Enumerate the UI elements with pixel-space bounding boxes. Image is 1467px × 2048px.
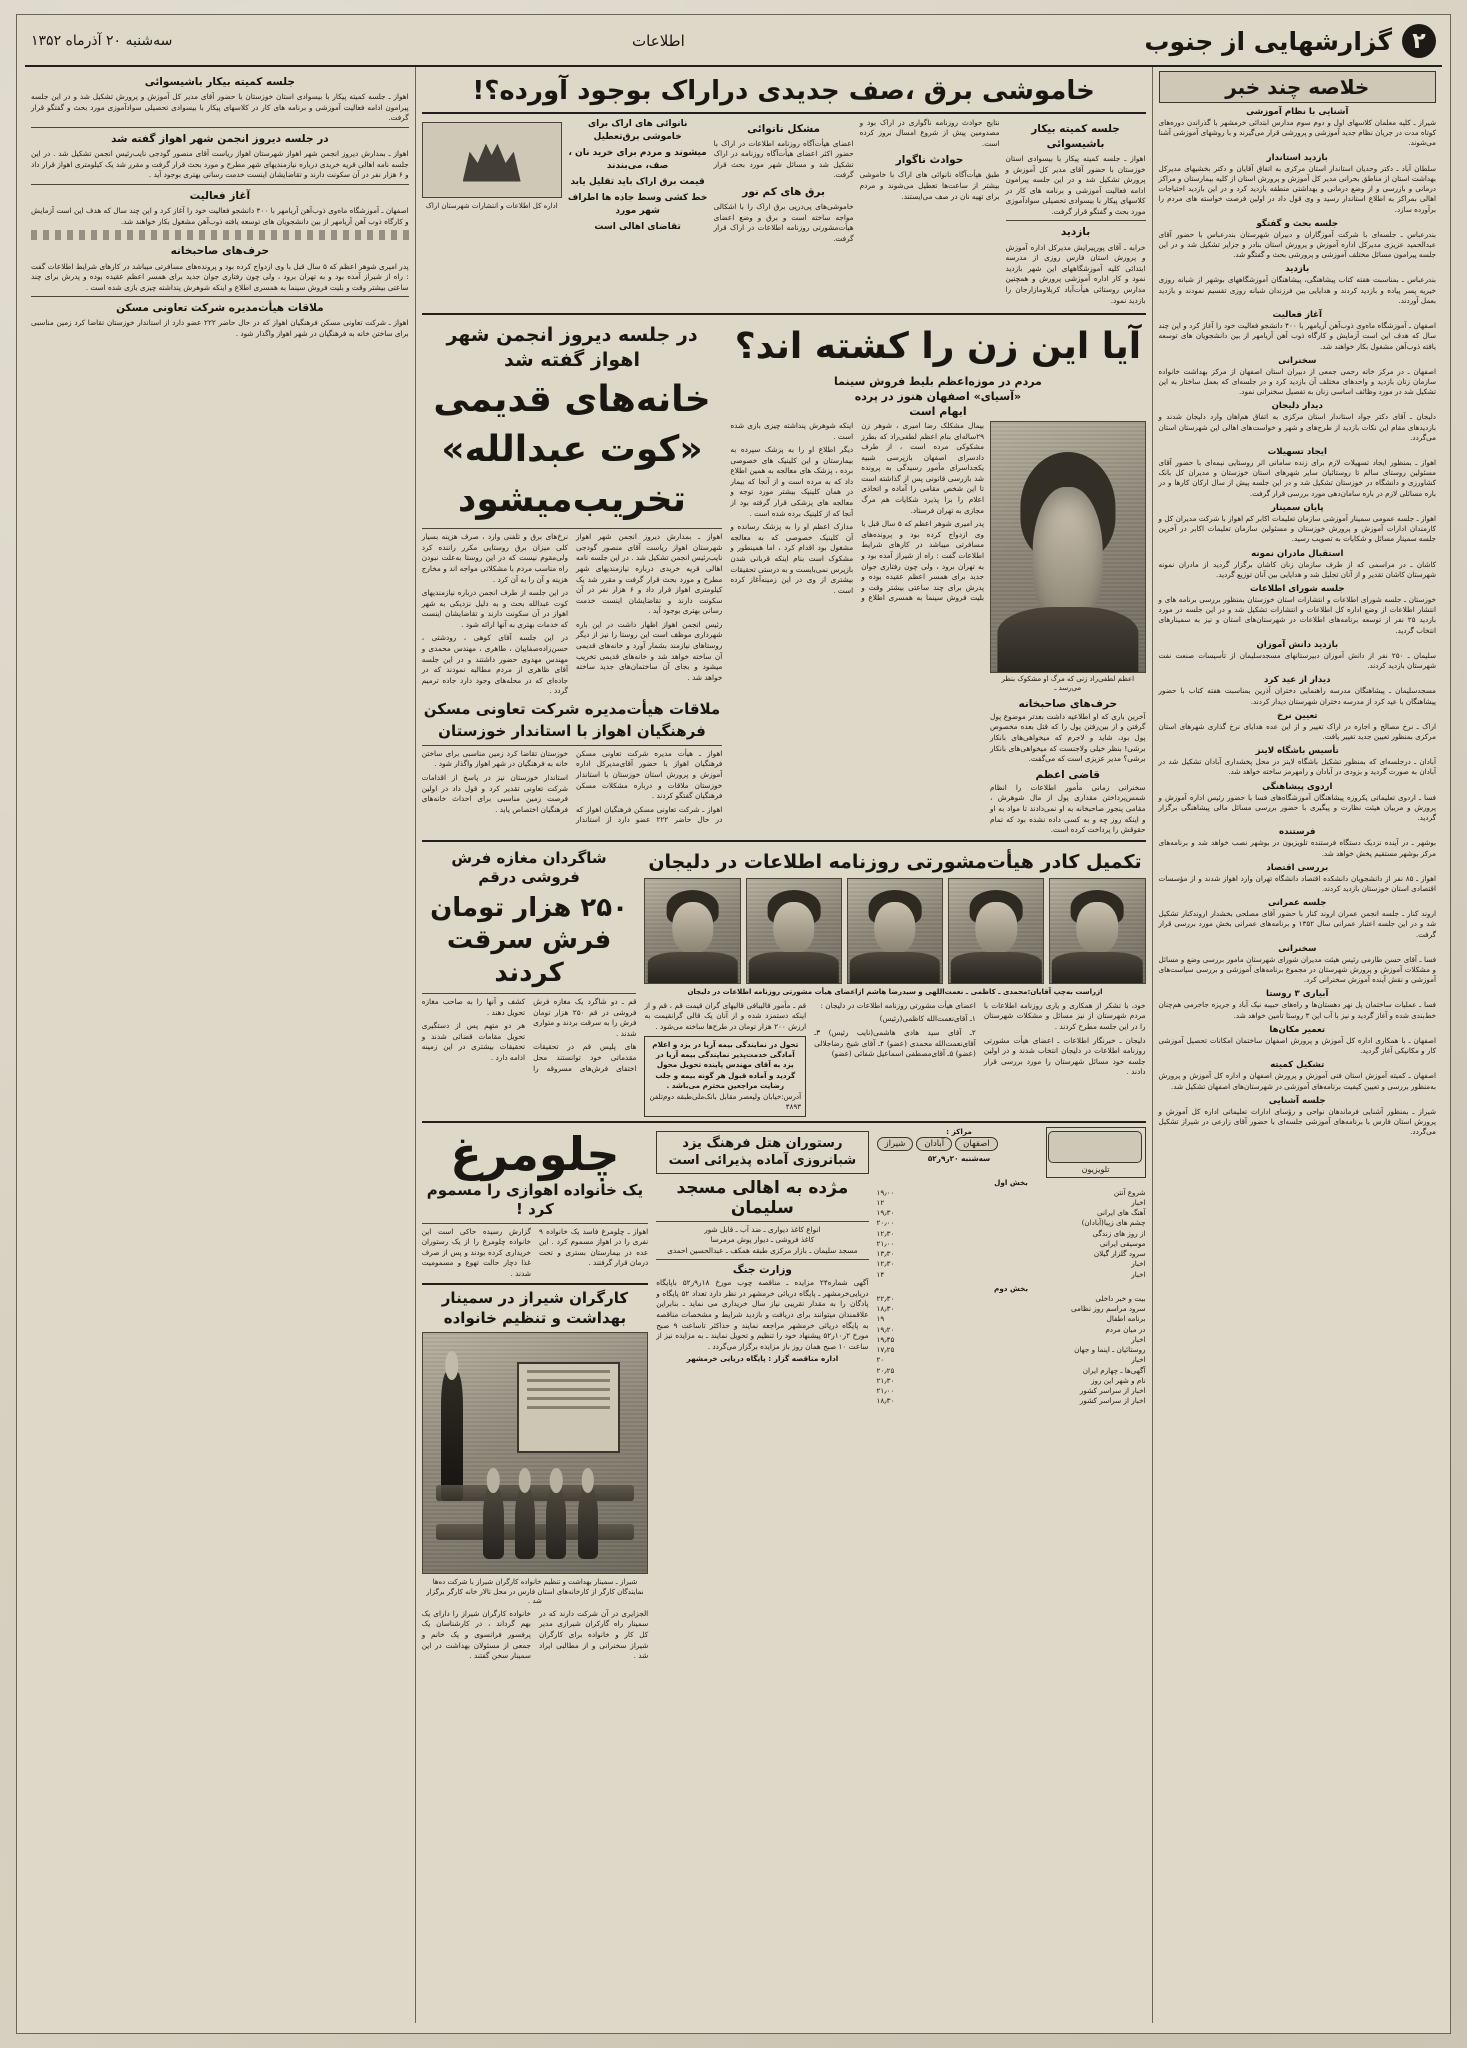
left-column: [25, 67, 415, 2023]
crime-sub-head-2: قاضی اعظم: [1035, 768, 1101, 781]
poison-story: [422, 1127, 649, 1665]
sched-desc: اخبار از سراسر کشور: [1079, 1396, 1146, 1406]
carpet-para-2: های پلیس قم در تحقیقات مقدماتی خود توانستند محل اختفای فرش‌های مسروقه را کشف و آنها را به صاحب مغازه تحویل دهند .: [421, 997, 637, 1073]
crime-sub-2: «آسیای» اصفهان هنوز در پرده: [854, 390, 1022, 403]
ads-column: [656, 1127, 868, 1665]
lead-story: [422, 118, 1146, 310]
digest-head: دیدار از عید کرد: [1264, 675, 1331, 686]
sched-time: ۲۲٫۳۰: [876, 1293, 895, 1303]
rule: [422, 313, 1146, 315]
lead-col-4-body: طبق هیأت‌آگاه نانوائی های اراک با خاموشی بیشتر از ساعت‌ها تعطیل می‌شوند و مردم برای تهیه نان در صف می‌ایستند.: [859, 170, 1000, 201]
section-title: گزارشهایی از جنوب: [1144, 26, 1392, 56]
council-right-text: [644, 1001, 806, 1117]
bimeh-ad-address: آدرس:خیابان ولیعصر مقابل بانک‌ملی‌طبقه دوم‌تلفن ۴۸۹۳: [649, 1091, 802, 1112]
sched-desc: موسیقی ایرانی: [1099, 1238, 1146, 1248]
bottom-block: [422, 1127, 1146, 1665]
sched-desc: روستائیان ـ اینما و جهان: [1074, 1345, 1146, 1355]
crime-para-3: دیگر اطلاع او را به پزشک سپرده به بیمارستان و این کلینیک های خصوصی برده ، پزشک های معالجه به همین اطلاع داد که به مرده است و از آنجا که بیمار در همان کلینیک بیشتر مورد توجه و معالجه های پزشکی قرار گرفته بود از آنجا که از کلینیک برده شده است .: [730, 445, 854, 518]
council-caption: ازراست به‌چپ آقایان:محمدی ـ کاظمی ـ نعمت‌اللهی و سیدرضا هاشم ازاعضای هیأت مشورتی روزنامه اطلاعات در دلیجان: [687, 988, 1103, 997]
carpet-kicker: شاگردان مغازه فرش فروشی درقم: [451, 848, 607, 887]
crime-sub-1: مردم در موزه‌اعظم بلیط فروش سینما: [833, 375, 1042, 388]
broadcast-header: [877, 1127, 1146, 1178]
mosque-ad-line-3: مسجد سلیمان ـ بازار مرکزی طبقه همکف ـ عبدالحسین احمدی: [667, 1245, 858, 1255]
sched-desc: چشم های زیبا(آبادان): [1081, 1218, 1146, 1228]
digest-body: اهواز ـ ۸۵ نفر از دانشجویان دانشکده اقتصاد دانشگاه تهران وارد اهواز شدند و از مؤسسات اقتصادی استان خوزستان بازدید کردند.: [1158, 873, 1436, 893]
digest-head: جلسه بحث و گفتگو: [1256, 218, 1339, 229]
digest-body: اصفهان ـ با همکاری اداره کل آموزش و پرورش اصفهان ساختمان امکانات تحصیل آموزشی کار و مکانیکی آغاز گردید.: [1158, 1035, 1436, 1056]
digest-body: فسا ـ اردوی تعلیماتی یکروزه پیشاهنگان آموزشگاه‌های فسا با حضور رئیس اداره آموزش و پرورش و مربیان هیئت نظارت و پیگیری با حضور بررسی مسائل مالی پیشاهنگی برگزار گردید.: [1158, 792, 1436, 823]
tender-footer: اداره مناقصه گزار : پایگاه دریایی خرمشهر: [686, 1354, 839, 1364]
sched-time: ۱۹٫۴۵: [876, 1334, 895, 1344]
second-block: [422, 319, 1146, 836]
sched-time: ۲۰٫۰۰: [876, 1218, 895, 1228]
page-number: ۲: [1402, 24, 1436, 58]
hotel-ad-line-2: شبانروزی آماده پذیرائی است: [668, 1152, 857, 1168]
left-item-head-5: ملاقات هیأت‌مدیره شرکت تعاونی مسکن: [116, 302, 324, 315]
digest-body: مسجدسلیمان ـ پیشاهنگان مدرسه راهنمایی دختران آذرین بمناسبت هفته کتاب با حضور پیشاهنگان با عید کرد از مدرسه دختران شهرستان دیدار کردند.: [1158, 686, 1436, 706]
houses-body: [422, 532, 723, 697]
digest-body: اهواز ـ بمنظور ایجاد تسهیلات لازم برای زنده سامانی اثر روستایی نیمه‌ای با حضور آقای مسئولین روستای سالم تا روستائیان سایر شهرهای استان خوزستان و مدیران کل بانک کشاورزی و دانشگاه در خوزستان تشکیل شد و در این جلسه پیش از سال ارکان کارها و در باره مسائلی لازم در باره سامان‌دهی مورد بررسی قرار گرفت.: [1158, 458, 1436, 498]
sched-desc: از روز های زندگی: [1092, 1228, 1146, 1238]
hotel-ad-line-1: رستوران هتل فرهنگ یزد: [682, 1135, 843, 1151]
digest-body: اصفهان ـ کمیته آموزش استان فنی آموزش و پرورش اصفهان و اداره کل آموزش و پرورش به‌منظور بررسی و تعیین کیفیت برنامه‌های آموزشی در شهرستان‌های اصفهان تشکیل شد.: [1158, 1071, 1436, 1091]
portrait-5: [644, 878, 740, 984]
victim-photo-caption: اعظم لطفی‌راد زنی که مرگ او مشکوک بنظر می‌رسد ـ: [1001, 675, 1135, 693]
sched-desc: اخبار: [1131, 1269, 1146, 1279]
lead-col-5-body: اعضای هیأت‌آگاه روزنامه اطلاعات در اراک با حضور اکثر اعضای هیأت‌آگاه روزنامه در اراک تشکیل شد و مسائل شهر مورد بحث قرار گرفت.: [713, 138, 854, 180]
digest-head: بازدید دانش آموزان: [1256, 639, 1339, 650]
crime-sub-body-2: سخنرانی زمانی مأمور اطلاعات را‌ انظام شمس‌پرداختن مقداری پول از مال شوهرش ، مقامی پنجور صاحبخانه به او نمی‌دادند تا مواد به او و اینکه روز چه و به کسی داده نشده بود که تمام حقوقش را پرداخت کرده است.: [990, 782, 1146, 835]
digest-item: [1159, 356, 1436, 398]
lead-col-3-body: نتایج حوادث روزنامه ناگواری در اراک بود و مصدومین پیش از شروع امسال بروز کرده است.: [859, 117, 1000, 148]
sched-desc: اخبار: [1131, 1198, 1146, 1208]
digest-body: شیراز ـ کلیه معلمان کلاسهای اول و دوم سوم مدارس ابتدائی خرمشهر با گذراندن دوره‌های کوتاه مدت در جریان نظام جدید آموزشی و پرورشی قرار می‌گیرند و با روشهای آموزشی آشنا می‌شوند.: [1158, 118, 1436, 148]
houses-headline-1: خانه‌های قدیمی: [433, 379, 711, 421]
digest-head: آغاز فعالیت: [1272, 310, 1323, 321]
mosque-ad-line-1: انواع کاغذ دیواری ـ ضد آب ـ قابل شور: [704, 1224, 821, 1234]
digest-item: [1159, 401, 1436, 443]
sched-desc: آهنگ های ایرانی: [1097, 1208, 1146, 1218]
sched-time: ۱۳٫۳۰: [876, 1249, 895, 1259]
council-list-0: اعضای هیأت مشورتی روزنامه اطلاعات در دلیجان :: [820, 1000, 976, 1010]
houses-story: [422, 319, 723, 836]
sched-time: ۲۱٫۰۰: [876, 1385, 895, 1395]
council-list: [814, 1001, 976, 1117]
digest-item: [1159, 1096, 1436, 1138]
rule: [422, 1121, 1146, 1123]
digest-head: جلسه عمرانی: [1268, 898, 1327, 909]
council-headline: تکمیل کادر هیأت‌مشورتی روزنامه اطلاعات در دلیجان: [648, 850, 1142, 873]
sched-time: ۱۹٫۳۰: [876, 1208, 895, 1218]
council-portraits: [644, 878, 1145, 984]
sched-time: ۱۸٫۳۰: [876, 1304, 895, 1314]
digest-item: [1159, 675, 1436, 706]
digest-item: [1159, 863, 1436, 894]
digest-body: بندرعباس ـ جلسه‌ای با شرکت آموزگاران و دبیران شهرستان بندرعباس با حضور آقای عبدالحمید عزیزی مدیرکل اداره آموزش و پرورش استان بنادر و جزایر تشکیل شد و در این جلسه پیرامون مسائل مختلف آموزشی و پرورشی بحث و گفتگو شد.: [1158, 229, 1436, 260]
council-right-1: قم ـ مأمور قالیبافی قالیهای گران‌ قیمت قم ، قم و از اینکه دستمزد شده و از آنان یک قالی گرانقیمت به ارزش ۲۰۰ هزار تومان در طرح‌ها ساخته می‌شود .: [644, 1000, 807, 1031]
org-logo: [422, 122, 562, 198]
houses-para-1: اهواز ـ بمدارش دیروز انجمن شهر اهواز شهرستان اهواز ریاست آقای منصور گودجی نایب‌رئیس انجمن تشکیل شد . در این جلسه نامه اهالی قریه خریدی درباره نیازمندیهای شهر مطرح و مورد بحث قرار گرفت و مقرر شد یک کیلومتری اهواز قرار داد و ۶ هزار نفر در آن سکونت دارند و تقاضایشان اینست خدمت رسانی بهتری بوجود آید .: [576, 532, 723, 616]
left-item-body-2: اهواز ـ بمدارش دیروز انجمن شهر اهواز شهرستان اهواز ریاست آقای منصور گودجی نایب‌رئیس انجمن تشکیل شد . در این جلسه نامه اهالی قریه خریدی درباره نیازمندیهای شهر مطرح و مورد بحث قرار گرفت و مقرر شد یک کیلومتری اهواز قرار داد و ۶ هزار نفر در آن سکونت دارند و تقاضایشان اینست خدمت رسانی بهتری بوجود آید .: [31, 149, 409, 180]
lead-col-2-body: خرابه ـ آقای پورپیرایش مدیرکل اداره آموزش و پرورش استان فارس روزی از مدرسه ابتدائی کلیه آموزشگاههای این شهر بازدید نمود و کار اداره آموزشی پرورش و همچنین مدارس روستائی هیأت‌آباد کربلا‌ومازارجان را بازدید نمود.: [1005, 242, 1146, 305]
digest-head: پایان سمینار: [1270, 502, 1324, 513]
digest-head: اردوی پیشاهنگی: [1262, 781, 1333, 792]
digest-head: آبیاری ۳ روستا: [1266, 989, 1329, 1000]
digest-item: [1159, 1060, 1436, 1091]
sched-time: ۱۲: [876, 1198, 885, 1208]
sched-time: ۲۱٫۰۰: [876, 1238, 895, 1248]
digest-item: [1159, 898, 1436, 940]
page-body: [25, 67, 1442, 2023]
digest-head: دیدار دلیجان: [1271, 401, 1323, 412]
digest-head: تعمیر مکان‌ها: [1269, 1024, 1326, 1035]
poison-para-2: گزارش رسیده حاکی است این خانواده چلومرغ را از یک رستوران خریداری کرده بودند و پس از صرف غذا دچار حالت تهوع و مسمومیت شدند .: [421, 1226, 531, 1278]
portrait-2: [948, 878, 1044, 984]
ornament: [31, 230, 409, 240]
sched-time: ۲۰: [876, 1355, 885, 1365]
carpet-story: [422, 846, 637, 1117]
sched-desc: در میان مردم: [1105, 1324, 1146, 1334]
digest-head: ایجاد تسهیلات: [1267, 447, 1327, 458]
lead-sub-4: خط کشی وسط جاده ها اطراف شهر مورد: [567, 192, 708, 216]
digest-item: [1159, 153, 1436, 215]
city-pill-esfahan[interactable]: اصفهان: [955, 1137, 998, 1151]
council-left-2: دلیجان ـ خبرنگار اطلاعات ـ اعضای هیأت مشورتی روزنامه اطلاعات در دلیجان انتخاب شدند و در اولین جلسه خود مسائل شهرستان را مورد بررسی قرار دادند .: [983, 1035, 1146, 1077]
rule: [31, 296, 409, 297]
digest-item: [1159, 782, 1436, 824]
sched-time: ۲۰٫۲۵: [876, 1365, 895, 1375]
carpet-para-1: قم ـ دو شاگرد یک مغازه فرش فروشی در قم ۲۵۰ هزار تومان فرش را به سرقت بردند و متواری شدند .: [533, 997, 637, 1038]
lead-col-3: [714, 118, 854, 310]
crime-sub-head-1: حرف‌های صاحبخانه: [1018, 697, 1118, 710]
broadcast-cities: [877, 1137, 1042, 1151]
lead-col-1: [1006, 118, 1146, 310]
sched-desc: اخبار: [1131, 1334, 1146, 1344]
lead-col-5-title: برق های کم نور: [742, 186, 825, 199]
digest-head: جلسه آشنایی: [1268, 1095, 1326, 1106]
sched-desc: برنامه اطفال: [1106, 1314, 1146, 1324]
left-item-head-4: حرف‌های صاحبخانه: [170, 245, 270, 258]
main-column: [415, 67, 1152, 2023]
council-story: [644, 846, 1145, 1117]
lead-col-1-title: جلسه کمیته بیکار باشیسوائی: [1031, 122, 1120, 150]
seminar-body: [422, 1609, 649, 1665]
council-list-2: ۲ـ آقای سید هادی هاشمی(نایب رئیس) ۳ـ آقای‌نعمت‌الله محمدی (عضو) ۴ـ آقای شیخ رضاجلالی (عضو) ۵ـ آقای‌مصطفی اسماعیل شفائی (عضو): [814, 1027, 976, 1059]
digest-item: [1159, 746, 1436, 777]
schedule-title-1: بخش اول: [994, 1177, 1028, 1187]
lead-col-2-title: بازدید: [1060, 226, 1091, 239]
digest-body: اراک ـ نرخ مصالح و اجاره در اراک تغییر و از این عده هدایای نرخ گذاری شهرهای استان مرکزی بمنظور تعیین جدید تغییر یافت.: [1158, 721, 1436, 741]
houses-headline-2: «کوت عبدالله»: [441, 429, 703, 471]
digest-item: [1159, 549, 1436, 580]
digest-head: سخنرانی: [1278, 943, 1317, 954]
masthead: [25, 21, 1442, 67]
rule: [656, 1259, 868, 1260]
schedule-section-2: [877, 1284, 1146, 1407]
rule: [422, 528, 723, 529]
city-pill-shiraz[interactable]: شیراز: [877, 1137, 914, 1151]
digest-item: [1159, 264, 1436, 306]
schedule-section-1: [877, 1178, 1146, 1280]
portrait-3: [847, 878, 943, 984]
digest-body: بندرعباس ـ بمناسبت هفته کتاب پیشاهنگی، پیشاهنگان آموزشگاههای بوشهر از شبانه روزی خیریه پسر پیاده و بازدید کردند و هدایایی بین فرزندان شبانه روزی تقسیم نمودند و بازدید بعمل آوردند.: [1158, 275, 1436, 305]
poison-big-word: چلومرغ: [450, 1126, 620, 1181]
sched-time: ۱۴: [876, 1269, 885, 1279]
sched-desc: آگهی‌ها ـ چهارم ایران: [1082, 1365, 1146, 1375]
houses-para-2: رئیس انجمن اهواز اظهار داشت در این باره شهرداری موظف است این روستا را نیز از دیگر روستاهای نیازمند بشمار آورد و خانه‌های قدیمی آن ساخته خواهد شد و خانه‌های قدیمی تخریب میشود و بجای آن ساختمان‌های جدید ساخته خواهد شد .: [576, 619, 723, 682]
sched-desc: سرود مراسم روز نظامی: [1071, 1304, 1146, 1314]
crime-headline: آیا این زن را کشته اند؟: [734, 326, 1142, 368]
digest-body: فسا ـ آقای حسن طارمی رئیس هیئت مدیران شورای شهرستان مامور بررسی وضع و مسائل و مشکلات آموزش و پرورش شهرستان در مجموع برنامه‌های آموزشی و بررسی سیاست‌های آموزشی و نقش آینده آموزش سخنرانی کرد.: [1158, 954, 1436, 985]
digest-item: [1159, 711, 1436, 742]
rule: [656, 1221, 868, 1222]
houses-para-5: در این جلسه آقای کوهی ، رودشتی ، حسن‌زاده‌صفاییان ، طاهری ، مهندس محمدی و مهندس مهدوی حضور داشتند و در این جلسه آقای ظاهری از مردم مطالبه نمودند که در جاده‌ای که در محله‌های وجود دارد جاده ترمیم گردد .: [421, 633, 569, 696]
digest-item: [1159, 827, 1436, 858]
sched-time: ۲۱٫۳۰: [876, 1375, 895, 1385]
digest-item: [1159, 989, 1436, 1020]
seminar-photo: [422, 1332, 649, 1574]
seminar-photo-caption: شیراز ـ سمینار بهداشت و تنظیم خانواده کارگران شیراز با شرکت ده‌ها نمایندگان کارگر از کارخانه‌های استان فارس در محل تالار خانه کارگر برگزار شد .: [426, 1578, 644, 1606]
rule: [422, 840, 1146, 842]
rule: [422, 1283, 649, 1285]
rule: [422, 1223, 649, 1224]
digest-body: سلیمان ـ ۲۵۰ نفر از دانش آموزان دبیرستانهای مسجدسلیمان از تأسیسات صنعت نفت شهرستان بازدید کردند.: [1158, 650, 1436, 671]
photo-face: [1032, 487, 1103, 627]
sched-desc: اخبار: [1131, 1259, 1146, 1269]
left-item-head-3: آغاز فعالیت: [189, 189, 251, 202]
houses-para-3: نرخ‌های برق و تلفنی وارد ، صرف هزینه بسیار کلی میزان برق روستایی مکرر راننده کرد ولی‌مقوم نیست که در این روستا به‌علت نبودن راه مناسب مردم با مشکلاتی مواجه اند و مخارج هزینه و آن را به آن کرد .: [421, 532, 569, 584]
mosque-ad-line-2: کاغذ فروشی ـ دیوار پوش مرمرسا: [710, 1235, 815, 1245]
houses-kicker: در جلسه دیروز انجمن شهر اهواز گفته شد: [446, 324, 698, 371]
digest-column: [1152, 67, 1442, 2023]
lead-headline: خاموشی برق ،صف جدیدی دراراک بوجود آورده؟!: [472, 76, 1095, 106]
digest-body: خوزستان ـ جلسه شورای اطلاعات و انتشارات استان خوزستان بمنظور بررسی برنامه های و انتشار اطلاعات از وضع اداره کل اطلاعات و انتشارات تشکیل شد و در این جلسه در مورد بازدید ۲۵ نفر از توسعه برنامه‌های اطلاعات در شهرستان‌های استان و نیز به سمینارهای انتخاب گردید.: [1158, 595, 1436, 635]
digest-body: اروند کنار ـ جلسه انجمن عمران اروند کنار با حضور آقای مصلحی بخشدار اروندکنار تشکیل شد و در این جلسه اعتبار عمرانی سال ۱۳۵۲ و برنامه‌های عمرانی بخش مورد بررسی قرار گرفت.: [1158, 909, 1437, 939]
digest-head: تشکیل کمیته: [1270, 1060, 1325, 1071]
rule: [422, 745, 723, 746]
sched-desc: بیت و خبر داخلی: [1095, 1293, 1146, 1303]
digest-item: [1159, 107, 1436, 149]
broadcast-centers-label: مراکز :: [946, 1126, 972, 1136]
crime-para-2: پدر امیری شوهر اعظم که ۵ سال قبل با وی ازدواج کرده بود و پرونده‌های مسافرتی میباشد در کارهای شرایط اطلاعات گفت : راه از شیراز آمده بود و به تهران برود ، ولی چون رفتاری جوان جدید برای همسر اعظم عقیده بوده و پدرش برای چند ساعتی بیشتر وقت و بلیت فروش سینما به همسری اطلاع و اینکه شوهرش پنداشته چیزی بازی شده است .: [730, 421, 985, 603]
portrait-4: [746, 878, 842, 984]
digest-item: [1159, 219, 1436, 261]
digest-title: خلاصه چند خبر: [1159, 71, 1436, 103]
shiraz-seminar-headline: کارگران شیراز در سمینار بهداشت و تنظیم خانواده: [441, 1289, 629, 1327]
sched-desc: اخبار: [1131, 1355, 1146, 1365]
crown-icon: [463, 138, 521, 182]
lead-sub-5: تقاضای اهالی است: [594, 221, 681, 232]
broadcast-block: [877, 1127, 1146, 1665]
rule: [422, 112, 1146, 114]
lead-sub-3: قیمت برق اراک باید تقلیل یابد: [570, 176, 705, 187]
portrait-1: [1049, 878, 1145, 984]
crime-sub-3: ابهام است: [909, 405, 967, 418]
sched-desc: شروع آنتن: [1113, 1187, 1146, 1197]
seminar-para-1: الجزایری در آن شرکت دارند که در سمینار راه گارکران شیرازی مدیر کل کار و خانواده برای کارگران شیراز سخنرانی و از مطالبی ایراد شد .: [538, 1608, 649, 1661]
digest-body: دلیجان ـ آقای دکتر جواد استاندار استان مرکزی به اتفاق هم‌اهان وارد دلیجان شدند و بازدیدهای مقام این نکات بازدید از طرح‌های و شهر و خواست‌های اهالی این شهرستان استان می‌گردد.: [1158, 412, 1436, 442]
digest-body: آبادان ـ درجلسه‌ای که بمنظور تشکیل باشگاه لاینز در محل پخشداری آبادان تشکیل شد در آبادان به صورت گردید و بزودی در آبادان و رامهرمز ساخته خواهد شد.: [1158, 757, 1436, 777]
crime-para-4: مدارک اعظم او را به پزشک رسانده و آن کلینیک خصوصی که به معالجه مشغول بود اقدام کرد ، اما همینطور و مشکوک است بنام اینکه قربانی شدن بازپرس نمی‌بایست و به درستی تحقیقات بیشتری از وی در این زمینه‌آغاز کرده است .: [730, 522, 854, 595]
photo-body: [997, 607, 1138, 672]
org-logo-caption: اداره کل اطلاعات و انتشارات شهرستان اراک: [425, 201, 558, 210]
digest-body: کاشان ـ در مراسمی که از طرف سازمان زنان کاشان برگزار گردید از مادران نمونه شهرستان کاشان تقدیر و از آنان تجلیل شد و هدایایی بین آنان توزیع گردید.: [1158, 559, 1436, 579]
seminar-para-2: خانواده کارگران شیراز را دارای یک بهم گرداند ، در کارشناسان یک پرفسور فرانسوی و یک خانم و جمعی از مسئولان بهداشت در این سمینار سخن گفتند .: [421, 1608, 531, 1661]
digest-body: اهواز ـ جلسه عمومی سمینار آموزشی سازمان تعلیمات اکابر کم اهواز با شرکت مدیران کل و کارمندان ادارات آموزش و پرورش خوزستان و مسئولین سازمان تعلیمات اکابر در آخرین جلسه سمینار مسائل و شکایات به تصویب رسید.: [1158, 513, 1436, 544]
crime-sub-body-1: آخرین باری که او اطلاعیه داشت بعدتر موضوع پول گرفتن و از بین‌رفتن پول را که قتل بعده مخصوص پول بود، شاید و لاجرم که میخواهی‌های بانکار برشی! بنظر خیلی ولاجنست که میخواهی‌های بانکار برشی؟ مدیر عزیزی است که می‌گفت.: [990, 711, 1146, 764]
sched-time: ۱۲٫۳۰: [876, 1228, 895, 1238]
digest-head: بازدید: [1285, 264, 1310, 275]
tv-label: تلویزیون: [1081, 1164, 1110, 1174]
housing-meeting-para-1: اهواز ـ هیأت مدیره شرکت تعاونی مسکن فرهنگیان اهواز با حضور آقای‌مدیرکل اداره آموزش و پرورش استان خوزستان با استاندار خوزستان ملاقات و درباره مشکلات مسکن فرهنگیان گفتگو کردند .: [576, 748, 723, 801]
houses-headline-3: تخریب‌میشود: [457, 479, 687, 521]
digest-body: فسا ـ عملیات ساختمان پل نهر دهستان‌ها و راه‌های حبیبه نیک آباد و جریزه جاجرمی هم‌چنان خط‌بندی شده و آغاز گردید و نیز با آب این ۳ روستا تأمین خواهد شد.: [1158, 1000, 1436, 1020]
poison-para-1: اهواز ـ چلومرغ فاسد یک خانواده ۹ نفری را در اهواز مسموم کرد . این عده در بیمارستان بستری و تحت درمان قرار گرفتند .: [538, 1226, 649, 1268]
rule: [1006, 220, 1146, 221]
lead-col-1-body: اهواز ـ جلسه کمیته پیکار با بیسوادی استان خوزستان با حضور آقای مدیر کل آموزش و پرورش تشکیل شد و در این جلسه پیرامون ادامه فعالیت آموزشی و برنامه های کار در کلاسهای پیکار با بیسوادی تحصیلی سوادآموزی مورد بحث و گفتگو قرار گرفت.: [1005, 153, 1146, 216]
sched-desc: سرود گلزار گیلان: [1093, 1249, 1146, 1259]
council-left-1: خود، با تشکر از همکاری و یاری روزنامه اطلاعات با مردم شهرستان از نیز مسائل و مشکلات شهرستان را در این جلسه مطرح کردند .: [983, 1000, 1146, 1031]
lead-col-2: [860, 118, 1000, 310]
victim-photo: [990, 421, 1145, 673]
poison-body: [422, 1227, 649, 1280]
left-item-body-3: اصفهان ـ آموزشگاه ماه‌وی ذوب‌آهن آریامهر با ۴۰۰ دانشجو فعالیت خود را آغاز کرد و این چند سال که هدف این است آزمایش و کارگاه ذوب آهن آریامهر از بین دانشجویان های‌ توسعه یافته ذوب‌آهن مشغول بکار خواهند شد.: [31, 206, 409, 226]
digest-item: [1159, 503, 1436, 545]
housing-meeting-headline-1: ملاقات هیأت‌مدیره شرکت تعاونی مسکن: [423, 699, 721, 718]
sched-time: ۱۷٫۲۵: [876, 1345, 895, 1355]
tender-title: وزارت جنگ: [732, 1264, 792, 1277]
bimeh-ad-title: تحول در نمایندگی بیمه آریا در یزد و اعلام آمادگی خدمت‌پذیر نمایندگی بیمه آریا در یزد به آقای مهندس پاینده تحویل محول گردید و آماده قبول هر گونه بیمه‌ و جلب رضایت مراجعین محترم می‌باشد .: [652, 1039, 799, 1091]
left-item-head-2: در جلسه دیروز انجمن شهر اهواز گفته شد: [111, 132, 329, 145]
housing-meeting-body: [422, 749, 723, 826]
schedule-title-2: بخش دوم: [994, 1283, 1029, 1293]
carpet-para-3: هر دو متهم پس از دستگیری تحویل مقامات قضائی شدند و تحقیقات بیشتری در این زمینه ادامه دارد .: [421, 1021, 526, 1063]
tv-screen-icon: [1048, 1131, 1142, 1163]
rule: [31, 127, 409, 128]
digest-item: [1159, 1025, 1436, 1056]
carpet-headline: ۲۵۰ هزار تومان فرش سرقت کردند: [430, 892, 629, 988]
sched-desc: نام و شهر این روز: [1091, 1375, 1146, 1385]
seminar-board: [517, 1362, 620, 1452]
crime-body: [730, 421, 984, 836]
sched-time: ۱۲٫۳۰: [876, 1259, 895, 1269]
digest-head: جلسه شورای اطلاعات: [1249, 584, 1345, 594]
digest-head: بررسی اقتصاد: [1266, 862, 1329, 873]
digest-head: سخنرانی: [1278, 355, 1317, 366]
lead-subheads: [568, 118, 708, 310]
paper-name: اطلاعات: [632, 32, 685, 50]
sched-time: ۱۹: [876, 1314, 885, 1324]
left-item-body-5: اهواز ـ شرکت تعاونی مسکن فرهنگیان اهواز که در حال حاضر ۲۲۲ عضو دارد از استاندار خوزستان تقاضا کرد زمین مناسبی برای ساختن خانه به فرهنگیان در شهر اهواز واگذار شود .: [31, 318, 409, 339]
council-left-text: [984, 1001, 1146, 1117]
houses-para-4: در این جلسه از طرف انجمن درباره نیازمندیهای کوت عبدالله بحث و به دلیل نزدیکی به شهر اهواز در آن سکونت دارند و تقاضایشان اینست که خدمات بهتری به آنها ارائه شود .: [421, 588, 569, 629]
digest-head: تأسیس باشگاه لاینز: [1255, 746, 1339, 757]
digest-body: شیراز ـ بمنظور آشنایی فرماندهان نواحی و رؤسای ادارات تعلیماتی اداره کل آموزش و پرورش استان فارس با برنامه‌های آموزشی جلسه‌ای با حضور آقای زارعی در شیراز تشکیل می‌گردد.: [1158, 1106, 1436, 1137]
council-list-1: ۱ـ آقای‌نعمت‌الله کاظمی(رئیس): [879, 1014, 976, 1024]
digest-item: [1159, 447, 1436, 499]
sched-time: ۱۹٫۲۰: [876, 1324, 895, 1334]
rule: [422, 993, 637, 994]
digest-head: آشنایی با نظام آموزشی: [1246, 107, 1349, 117]
bimeh-ad: [644, 1036, 806, 1117]
digest-item: [1159, 944, 1436, 986]
rule: [31, 184, 409, 185]
digest-body: اصفهان ـ آموزشگاه ماه‌وی ذوب‌آهن آریامهر با ۴۰۰ دانشجو فعالیت خود را آغاز کرد و این چند سال که هدف این است آزمایش و کارگاه ذوب آهن آریامهر از بین دانشجویان های‌ توسعه یافته ذوب‌آهن مشغول بکار خواهند شد.: [1158, 321, 1436, 351]
mosque-ad-headline: مژده به اهالی مسجد سلیمان: [676, 1177, 849, 1218]
lead-col-6-body: خاموشی‌های پی‌درپی برق اراک را با اشکالی مواجه ساخته است و برق و وضع اعضای هیأت‌مشورتی روزنامه اطلاعات در اراک قرار گرفت.: [713, 202, 854, 243]
crime-story: [730, 319, 1145, 836]
left-item-body-4: پدر امیری شوهر اعظم که ۵ سال قبل با وی ازدواج کرده بود و پرونده‌های مسافرتی میباشد در کارهای شرایط اطلاعات گفت : راه از شیراز آمده بود و به تهران برود ، ولی چون رفتاری جوان جدید برای همسر اعظم عقیده بوده و پدرش برای چند ساعتی بیشتر وقت و بلیت فروش سینما به همسری اطلاع و اینکه شوهرش پنداشته چیزی بازی شده است .: [31, 261, 409, 292]
digest-head: استقبال مادران نمونه: [1251, 548, 1344, 559]
page-sheet: [16, 14, 1451, 2034]
lead-col-4-title: مشکل نانوائی: [747, 122, 821, 135]
left-item-head-1: جلسه کمیته بیکار باشیسوائی: [144, 76, 295, 88]
housing-meeting-headline-2: فرهنگیان اهواز با استاندار خوزستان: [438, 722, 706, 741]
digest-head: بازدید استاندار: [1266, 152, 1328, 163]
lead-logo-col: [422, 118, 562, 310]
broadcast-date: سه‌شنبه ۲۰ر۹ر۵۲: [927, 1154, 991, 1164]
digest-body: سلطان آباد ـ دکتر وحدیان استاندار استان مرکزی به اتفاق آقایان و دکتر بخشیهای مدیرکل بهداشت استان از مناطق بحرانی مدیر کل آموزش و پرورش استان از کلیه بیمارستان و مراکز درمانی و بازرسی و از وضع درمانی و بهداشتی منطقه بازدید کرد و در این بازدید احتیاجات اهالی بمراکز به اطلاع استاندار رسید و وی قول داد در اولین فرصت خواسته های مردم را برآورده سازد.: [1158, 163, 1436, 214]
sched-desc: اخبار از سراسر کشور: [1079, 1385, 1146, 1395]
lead-sub-1: نانوائی های اراک برای خاموشی برق‌تعطیل: [587, 118, 688, 142]
council-block: [422, 846, 1146, 1117]
digest-body: بوشهر ـ در آینده نزدیک دستگاه فرستنده تلویزیون در بوشهر نصب خواهد شد و برنامه‌های مرکز بوشهر مستقیم پخش خواهد شد.: [1158, 838, 1436, 858]
digest-item: [1159, 584, 1436, 636]
digest-head: فرستنده: [1279, 827, 1316, 838]
left-item-body-1: اهواز ـ جلسه کمیته پیکار با بیسوادی استان خوزستان با حضور آقای مدیر کل آموزش و پرورش تشکیل شد و در این جلسه پیرامون ادامه فعالیت آموزشی و برنامه های کار در کلاسهای پیکار با بیسوادی تحصیلی سوادآموزی مورد بحث و گفتگو قرار گرفت.: [31, 92, 409, 123]
digest-item: [1159, 640, 1436, 671]
left-col-overflow: [31, 75, 409, 340]
tv-logo: [1046, 1127, 1146, 1178]
digest-head: تعیین نرخ: [1276, 710, 1318, 721]
lead-col-3-title: حوادث ناگوار: [895, 154, 964, 167]
poison-headline: یک خانواده اهوازی را مسموم کرد !: [426, 1180, 644, 1219]
sched-time: ۱۹٫۰۰: [876, 1187, 895, 1197]
housing-meeting-para-3: استاندار خوزستان نیز در پاسخ از اقدامات شرکت تعاونی تقدیر کرد و قول داد در اولین فرصت زمین مناسبی برای احداث خانه‌های فرهنگیان اختصاص یابد .: [421, 773, 569, 814]
housing-meeting-para-2: اهواز ـ شرکت تعاونی مسکن فرهنگیان اهواز که در حال حاضر ۲۲۲ عضو دارد از استاندار خوزستان تقاضا کرد زمین مناسبی برای ساختن خانه به فرهنگیان در شهر اهواز واگذار شود .: [421, 748, 723, 825]
digest-item: [1159, 310, 1436, 352]
tender-body: آگهی شماره۲۴ مزایده ـ مناقصه چوب مورخ ۱۸ر۹ر۵۲ باپایگاه دریایی‌خرمشهر ـ پایگاه دریائی خرمشهر در نظر دارد تعداد ۵۲ پایگاه و پادگان را به مقدار تقریبی نیاز سال خریداری می نماید ـ بنابراین علاقمندان میتوانند برای دریافت و بازدید شرایط و مشخصات مناقصه به پایگاه دریائی خرمشهر مراجعه نمایند و حداکثر تاساعت ۹ صبح مورخ ۲ر۱۰ر۵۲ پیشنهاد خود را تنظیم و تحویل نمایند ـ به مزایده نیز از ساعت ۱۰ صبح همان روز باز مزایده برگزار می‌گردد .: [656, 1278, 869, 1351]
seminar-speaker: [441, 1372, 463, 1502]
crime-para-1: بیمال مشکلک رضا امیری ، شوهر زن ۲۹ساله‌ای بنام اعظم لطفی‌راد که بطرز مشکوکی مرده است ، از طرف دادسرای اصفهان بازپرسی شبیه یکجداسرای مأمور رسیدگی به پرونده شد بازرسی قانونی پس از گذاشته است تا این شخص مقامی را آماده و اتخاذی اعلام را بزا پذیرد شکایات هم مرگ مجازی به تهران فرستاد.: [861, 421, 985, 515]
carpet-body: [422, 997, 637, 1074]
issue-date: سه‌شنبه ۲۰ آذرماه ۱۳۵۲: [31, 33, 173, 49]
hotel-ad: [656, 1131, 868, 1174]
lead-sub-2: میشوند و مردم برای خرید نان ، صف، می‌بندند: [568, 147, 707, 171]
sched-time: ۱۸٫۳۰: [876, 1396, 895, 1406]
city-pill-abadan[interactable]: آبادان: [916, 1137, 952, 1151]
digest-body: اصفهان ـ در مرکز خانه رحمی جمعی از دبیران استان اصفهان از مرکز بهداشت خانواده سازمان زنان بازدید و واحدهای مختلف آن بازدید کرد و در جلسه‌ای که بعمل ساختار به این تشکیل شد در مورد وظائف اساسی زنان به تفصیل سخنرانی نمود.: [1158, 366, 1436, 397]
masthead-right: [1144, 24, 1436, 58]
